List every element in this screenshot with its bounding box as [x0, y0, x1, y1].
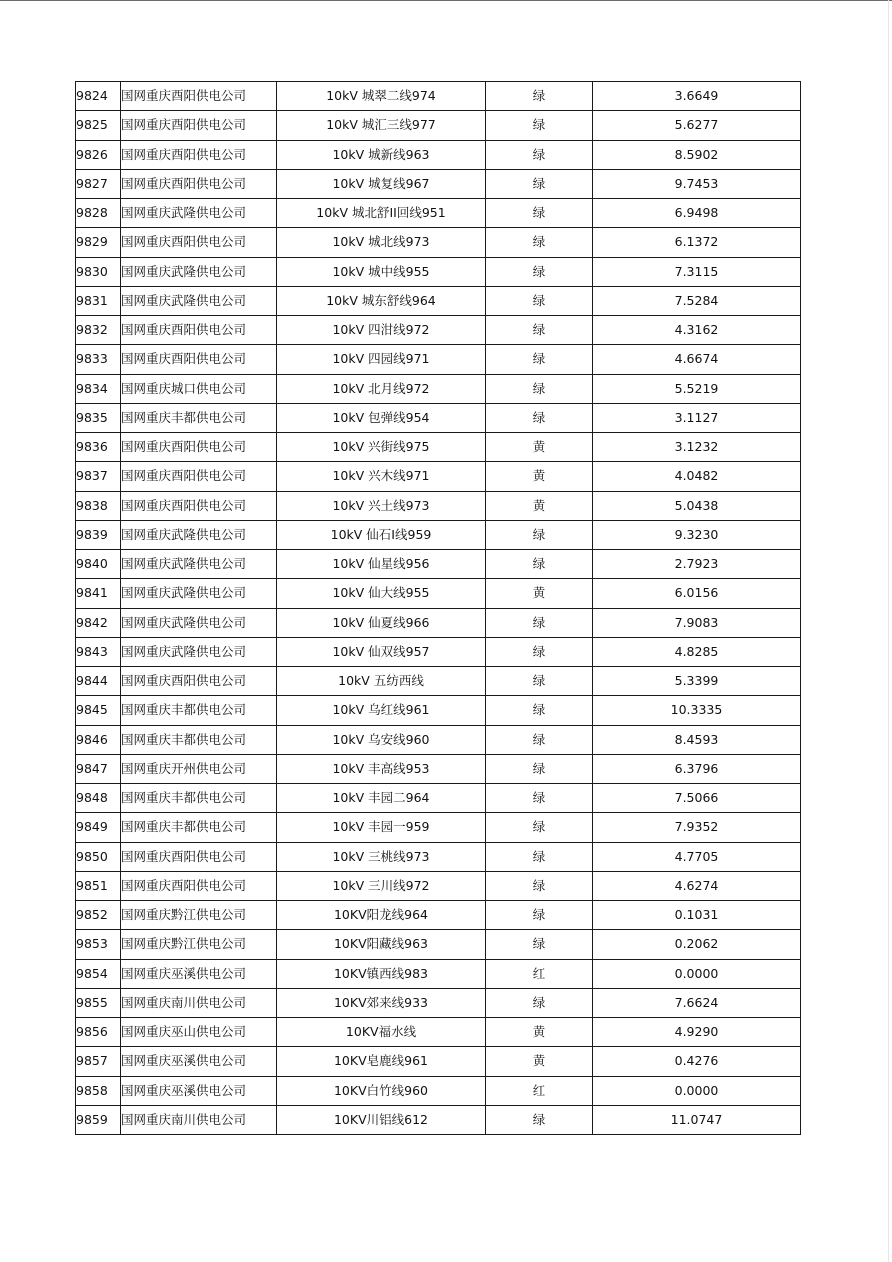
table-row [76, 784, 801, 813]
company-cell: 国网重庆丰都供电公司 [121, 403, 277, 432]
company-cell: 国网重庆酉阳供电公司 [121, 871, 277, 900]
value-cell: 8.5902 [593, 140, 801, 169]
table-row [76, 579, 801, 608]
company-cell: 国网重庆武隆供电公司 [121, 637, 277, 666]
table-row [76, 228, 801, 257]
company-cell: 国网重庆酉阳供电公司 [121, 433, 277, 462]
line-name-cell: 10KV皂鹿线961 [277, 1047, 486, 1076]
table-row [76, 491, 801, 520]
line-name-cell: 10KV阳藏线963 [277, 930, 486, 959]
status-cell: 绿 [486, 520, 593, 549]
row-number-cell: 9856 [76, 1018, 121, 1047]
table-row [76, 901, 801, 930]
row-number-cell: 9840 [76, 550, 121, 579]
line-name-cell: 10kV 城北舒II回线951 [277, 199, 486, 228]
row-number-cell: 9850 [76, 842, 121, 871]
table-row [76, 1105, 801, 1134]
table-row [76, 550, 801, 579]
line-name-cell: 10kV 丰高线953 [277, 754, 486, 783]
table-row [76, 1076, 801, 1105]
value-cell: 4.3162 [593, 316, 801, 345]
value-cell: 7.9352 [593, 813, 801, 842]
status-cell: 黄 [486, 1018, 593, 1047]
line-name-cell: 10kV 仙双线957 [277, 637, 486, 666]
company-cell: 国网重庆酉阳供电公司 [121, 140, 277, 169]
company-cell: 国网重庆丰都供电公司 [121, 784, 277, 813]
value-cell: 11.0747 [593, 1105, 801, 1134]
status-cell: 红 [486, 1076, 593, 1105]
page-top-border [0, 0, 892, 1]
status-cell: 绿 [486, 286, 593, 315]
table-row [76, 842, 801, 871]
value-cell: 7.3115 [593, 257, 801, 286]
value-cell: 10.3335 [593, 696, 801, 725]
table-row [76, 1018, 801, 1047]
table-row [76, 725, 801, 754]
status-cell: 绿 [486, 228, 593, 257]
company-cell: 国网重庆酉阳供电公司 [121, 345, 277, 374]
line-name-cell: 10kV 乌红线961 [277, 696, 486, 725]
company-cell: 国网重庆酉阳供电公司 [121, 316, 277, 345]
line-name-cell: 10kV 城新线963 [277, 140, 486, 169]
row-number-cell: 9853 [76, 930, 121, 959]
status-cell: 绿 [486, 784, 593, 813]
status-cell: 绿 [486, 199, 593, 228]
status-cell: 绿 [486, 608, 593, 637]
value-cell: 6.0156 [593, 579, 801, 608]
status-cell: 黄 [486, 433, 593, 462]
table-row [76, 462, 801, 491]
company-cell: 国网重庆巫溪供电公司 [121, 1076, 277, 1105]
table-row [76, 82, 801, 111]
value-cell: 0.4276 [593, 1047, 801, 1076]
value-cell: 0.0000 [593, 959, 801, 988]
row-number-cell: 9844 [76, 667, 121, 696]
status-cell: 绿 [486, 901, 593, 930]
line-name-cell: 10kV 四园线971 [277, 345, 486, 374]
value-cell: 9.7453 [593, 169, 801, 198]
row-number-cell: 9831 [76, 286, 121, 315]
status-cell: 绿 [486, 169, 593, 198]
value-cell: 5.5219 [593, 374, 801, 403]
status-cell: 绿 [486, 637, 593, 666]
status-cell: 黄 [486, 491, 593, 520]
line-name-cell: 10kV 北月线972 [277, 374, 486, 403]
value-cell: 5.0438 [593, 491, 801, 520]
table-body [76, 82, 801, 1135]
company-cell: 国网重庆酉阳供电公司 [121, 82, 277, 111]
value-cell: 6.9498 [593, 199, 801, 228]
company-cell: 国网重庆酉阳供电公司 [121, 462, 277, 491]
value-cell: 5.3399 [593, 667, 801, 696]
line-name-cell: 10kV 仙星线956 [277, 550, 486, 579]
status-cell: 绿 [486, 82, 593, 111]
status-cell: 绿 [486, 930, 593, 959]
line-name-cell: 10kV 城北线973 [277, 228, 486, 257]
status-cell: 绿 [486, 813, 593, 842]
line-name-cell: 10KV白竹线960 [277, 1076, 486, 1105]
table-row [76, 169, 801, 198]
company-cell: 国网重庆武隆供电公司 [121, 257, 277, 286]
line-name-cell: 10kV 五纺西线 [277, 667, 486, 696]
company-cell: 国网重庆巫溪供电公司 [121, 1047, 277, 1076]
table-row [76, 345, 801, 374]
value-cell: 3.1127 [593, 403, 801, 432]
table-row [76, 286, 801, 315]
line-name-cell: 10kV 丰园二964 [277, 784, 486, 813]
value-cell: 5.6277 [593, 111, 801, 140]
row-number-cell: 9829 [76, 228, 121, 257]
status-cell: 绿 [486, 988, 593, 1017]
row-number-cell: 9854 [76, 959, 121, 988]
status-cell: 绿 [486, 316, 593, 345]
row-number-cell: 9857 [76, 1047, 121, 1076]
line-name-cell: 10kV 三川线972 [277, 871, 486, 900]
status-cell: 绿 [486, 842, 593, 871]
status-cell: 绿 [486, 374, 593, 403]
company-cell: 国网重庆城口供电公司 [121, 374, 277, 403]
value-cell: 4.0482 [593, 462, 801, 491]
status-cell: 黄 [486, 462, 593, 491]
status-cell: 绿 [486, 667, 593, 696]
row-number-cell: 9836 [76, 433, 121, 462]
row-number-cell: 9830 [76, 257, 121, 286]
line-name-cell: 10KV镇西线983 [277, 959, 486, 988]
company-cell: 国网重庆酉阳供电公司 [121, 111, 277, 140]
line-name-cell: 10KV福水线 [277, 1018, 486, 1047]
status-cell: 绿 [486, 345, 593, 374]
row-number-cell: 9848 [76, 784, 121, 813]
value-cell: 7.9083 [593, 608, 801, 637]
row-number-cell: 9851 [76, 871, 121, 900]
row-number-cell: 9842 [76, 608, 121, 637]
line-name-cell: 10kV 城中线955 [277, 257, 486, 286]
line-name-cell: 10kV 丰园一959 [277, 813, 486, 842]
row-number-cell: 9827 [76, 169, 121, 198]
table-row [76, 813, 801, 842]
status-cell: 绿 [486, 111, 593, 140]
line-name-cell: 10KV川铝线612 [277, 1105, 486, 1134]
value-cell: 7.5284 [593, 286, 801, 315]
table-row [76, 637, 801, 666]
company-cell: 国网重庆开州供电公司 [121, 754, 277, 783]
line-name-cell: 10kV 乌安线960 [277, 725, 486, 754]
row-number-cell: 9824 [76, 82, 121, 111]
table-row [76, 257, 801, 286]
company-cell: 国网重庆武隆供电公司 [121, 608, 277, 637]
row-number-cell: 9852 [76, 901, 121, 930]
value-cell: 8.4593 [593, 725, 801, 754]
status-cell: 绿 [486, 754, 593, 783]
value-cell: 7.5066 [593, 784, 801, 813]
line-name-cell: 10kV 兴街线975 [277, 433, 486, 462]
line-name-cell: 10kV 城翠二线974 [277, 82, 486, 111]
status-cell: 绿 [486, 140, 593, 169]
status-cell: 绿 [486, 871, 593, 900]
status-cell: 红 [486, 959, 593, 988]
row-number-cell: 9825 [76, 111, 121, 140]
status-cell: 绿 [486, 1105, 593, 1134]
value-cell: 3.1232 [593, 433, 801, 462]
row-number-cell: 9832 [76, 316, 121, 345]
status-cell: 绿 [486, 550, 593, 579]
table-row [76, 433, 801, 462]
value-cell: 4.6274 [593, 871, 801, 900]
table-row [76, 403, 801, 432]
row-number-cell: 9841 [76, 579, 121, 608]
data-table [75, 81, 801, 1135]
page-right-border [888, 0, 889, 1262]
row-number-cell: 9849 [76, 813, 121, 842]
row-number-cell: 9843 [76, 637, 121, 666]
value-cell: 3.6649 [593, 82, 801, 111]
company-cell: 国网重庆酉阳供电公司 [121, 169, 277, 198]
value-cell: 0.0000 [593, 1076, 801, 1105]
table-row [76, 316, 801, 345]
row-number-cell: 9858 [76, 1076, 121, 1105]
value-cell: 4.8285 [593, 637, 801, 666]
value-cell: 4.9290 [593, 1018, 801, 1047]
company-cell: 国网重庆巫溪供电公司 [121, 959, 277, 988]
table-row [76, 988, 801, 1017]
value-cell: 6.1372 [593, 228, 801, 257]
value-cell: 4.6674 [593, 345, 801, 374]
company-cell: 国网重庆酉阳供电公司 [121, 667, 277, 696]
row-number-cell: 9838 [76, 491, 121, 520]
value-cell: 2.7923 [593, 550, 801, 579]
value-cell: 0.1031 [593, 901, 801, 930]
line-name-cell: 10KV阳龙线964 [277, 901, 486, 930]
line-name-cell: 10kV 兴土线973 [277, 491, 486, 520]
status-cell: 绿 [486, 257, 593, 286]
line-name-cell: 10kV 城汇三线977 [277, 111, 486, 140]
row-number-cell: 9855 [76, 988, 121, 1017]
table-row [76, 1047, 801, 1076]
company-cell: 国网重庆武隆供电公司 [121, 550, 277, 579]
company-cell: 国网重庆武隆供电公司 [121, 199, 277, 228]
line-name-cell: 10kV 四泔线972 [277, 316, 486, 345]
value-cell: 7.6624 [593, 988, 801, 1017]
table-row [76, 959, 801, 988]
value-cell: 4.7705 [593, 842, 801, 871]
value-cell: 6.3796 [593, 754, 801, 783]
table-row [76, 111, 801, 140]
table-row [76, 871, 801, 900]
line-name-cell: 10kV 城复线967 [277, 169, 486, 198]
company-cell: 国网重庆巫山供电公司 [121, 1018, 277, 1047]
row-number-cell: 9828 [76, 199, 121, 228]
line-name-cell: 10kV 仙大线955 [277, 579, 486, 608]
row-number-cell: 9839 [76, 520, 121, 549]
company-cell: 国网重庆丰都供电公司 [121, 813, 277, 842]
status-cell: 黄 [486, 579, 593, 608]
row-number-cell: 9845 [76, 696, 121, 725]
line-name-cell: 10kV 包弹线954 [277, 403, 486, 432]
line-name-cell: 10KV郊来线933 [277, 988, 486, 1017]
table-row [76, 930, 801, 959]
row-number-cell: 9835 [76, 403, 121, 432]
company-cell: 国网重庆武隆供电公司 [121, 520, 277, 549]
value-cell: 0.2062 [593, 930, 801, 959]
line-name-cell: 10kV 仙夏线966 [277, 608, 486, 637]
table-row [76, 667, 801, 696]
company-cell: 国网重庆丰都供电公司 [121, 696, 277, 725]
row-number-cell: 9847 [76, 754, 121, 783]
table-row [76, 520, 801, 549]
table-row [76, 199, 801, 228]
row-number-cell: 9859 [76, 1105, 121, 1134]
company-cell: 国网重庆酉阳供电公司 [121, 842, 277, 871]
row-number-cell: 9826 [76, 140, 121, 169]
row-number-cell: 9833 [76, 345, 121, 374]
company-cell: 国网重庆酉阳供电公司 [121, 491, 277, 520]
company-cell: 国网重庆丰都供电公司 [121, 725, 277, 754]
line-name-cell: 10kV 城东舒线964 [277, 286, 486, 315]
company-cell: 国网重庆南川供电公司 [121, 988, 277, 1017]
table-row [76, 140, 801, 169]
company-cell: 国网重庆黔江供电公司 [121, 901, 277, 930]
company-cell: 国网重庆武隆供电公司 [121, 579, 277, 608]
table-row [76, 696, 801, 725]
table-row [76, 754, 801, 783]
company-cell: 国网重庆南川供电公司 [121, 1105, 277, 1134]
line-name-cell: 10kV 三桃线973 [277, 842, 486, 871]
row-number-cell: 9834 [76, 374, 121, 403]
line-name-cell: 10kV 兴木线971 [277, 462, 486, 491]
table-row [76, 608, 801, 637]
status-cell: 绿 [486, 403, 593, 432]
status-cell: 绿 [486, 725, 593, 754]
company-cell: 国网重庆酉阳供电公司 [121, 228, 277, 257]
status-cell: 黄 [486, 1047, 593, 1076]
company-cell: 国网重庆武隆供电公司 [121, 286, 277, 315]
value-cell: 9.3230 [593, 520, 801, 549]
company-cell: 国网重庆黔江供电公司 [121, 930, 277, 959]
table-row [76, 374, 801, 403]
line-name-cell: 10kV 仙石I线959 [277, 520, 486, 549]
status-cell: 绿 [486, 696, 593, 725]
row-number-cell: 9846 [76, 725, 121, 754]
row-number-cell: 9837 [76, 462, 121, 491]
